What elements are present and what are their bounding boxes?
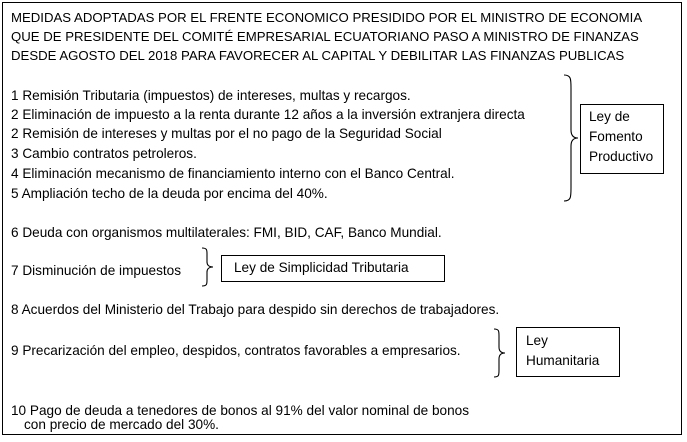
law-fomento-line-2: Fomento — [589, 129, 643, 144]
law-box-humanitaria — [516, 327, 620, 377]
header-line-2: QUE DE PRESIDENTE DEL COMITÉ EMPRESARIAL ECUATORIANO PASO A MINISTRO DE FINANZAS — [11, 29, 639, 44]
law-box-fomento-productivo — [580, 104, 664, 174]
measure-item-10: 10 Pago de deuda a tenedores de bonos al 91% del valor nominal de bonos — [11, 403, 469, 418]
header-line-1: MEDIDAS ADOPTADAS POR EL FRENTE ECONOMICO PRESIDIDO POR EL MINISTRO DE ECONOMIA — [11, 10, 643, 25]
right-brace-simplicidad — [201, 247, 215, 287]
law-humanitaria-line-1: Ley — [526, 333, 548, 348]
measure-item-6: 6 Deuda con organismos multilaterales: FMI, BID, CAF, Banco Mundial. — [11, 225, 442, 240]
measure-item-2b: 2 Remisión de intereses y multas por el no pago de la Seguridad Social — [11, 126, 442, 141]
header-line-3: DESDE AGOSTO DEL 2018 PARA FAVORECER AL CAPITAL Y DEBILITAR LAS FINANZAS PUBLICAS — [11, 48, 625, 63]
measure-item-5: 5 Ampliación techo de la deuda por encima del 40%. — [11, 186, 328, 201]
measure-item-9: 9 Precarización del empleo, despidos, contratos favorables a empresarios. — [11, 343, 461, 358]
measure-item-1: 1 Remisión Tributaria (impuestos) de intereses, multas y recargos. — [11, 88, 411, 103]
right-brace-fomento — [563, 74, 579, 202]
measure-item-8: 8 Acuerdos del Ministerio del Trabajo para despido sin derechos de trabajadores. — [11, 302, 500, 317]
measure-item-2a: 2 Eliminación de impuesto a la renta durante 12 años a la inversión extranjera directa — [11, 107, 525, 122]
measure-item-3: 3 Cambio contratos petroleros. — [11, 146, 197, 161]
right-brace-humanitaria — [493, 328, 507, 378]
law-box-simplicidad-tributaria: Ley de Simplicidad Tributaria — [221, 255, 445, 282]
measure-item-7: 7 Disminución de impuestos — [11, 263, 182, 278]
measure-item-10-continuation: con precio de mercado del 30%. — [24, 417, 219, 432]
law-fomento-line-1: Ley de — [589, 109, 630, 124]
measure-item-4: 4 Eliminación mecanismo de financiamiento interno con el Banco Central. — [11, 166, 455, 181]
law-fomento-line-3: Productivo — [589, 149, 654, 164]
law-humanitaria-line-2: Humanitaria — [526, 353, 600, 368]
